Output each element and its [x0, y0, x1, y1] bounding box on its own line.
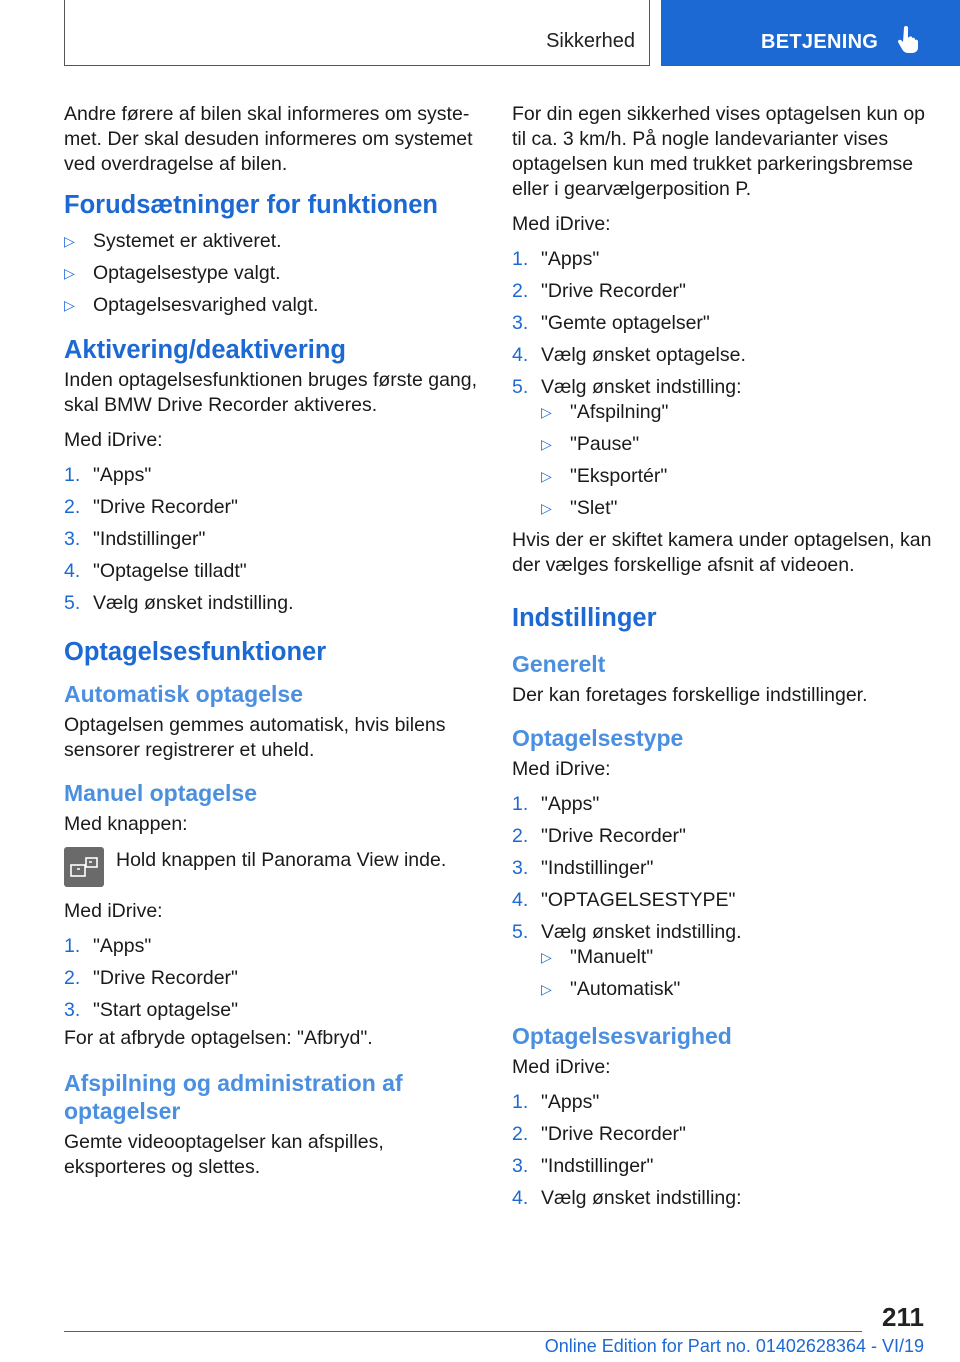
- triangle-bullet-icon: ▷: [541, 500, 552, 516]
- prereq-list: [64, 229, 484, 318]
- list-item: 2. "Drive Recorder": [64, 967, 238, 989]
- footer-edition: Online Edition for Part no. 01402628364 - VI/19: [544, 1336, 924, 1356]
- page-number: 211: [882, 1302, 924, 1332]
- panorama-view-button-icon: [64, 847, 104, 887]
- list-item: 2. "Drive Recorder": [512, 1123, 686, 1145]
- triangle-bullet-icon: ▷: [541, 468, 552, 484]
- list-item: 1. "Apps": [512, 248, 600, 270]
- list-item: ▷ Optagelsestype valgt.: [64, 262, 281, 284]
- list-item: 4. "Optagelse tilladt": [64, 560, 247, 582]
- list-item: 1. "Apps": [64, 935, 152, 957]
- triangle-bullet-icon: ▷: [541, 981, 552, 997]
- footer-divider: [64, 1331, 862, 1332]
- settings-heading: Indstillinger: [512, 604, 657, 632]
- list-item: 3. "Start optagelse": [64, 999, 239, 1021]
- triangle-bullet-icon: ▷: [64, 233, 75, 249]
- list-item: 3. "Indstillinger": [64, 528, 206, 550]
- button-instruction-text: Hold knappen til Panorama View inde.: [116, 849, 447, 871]
- activation-heading: Aktivering/deaktivering: [64, 336, 347, 364]
- triangle-bullet-icon: ▷: [541, 404, 552, 420]
- activation-steps: [64, 463, 484, 616]
- duration-heading: Optagelsesvarighed: [512, 1023, 732, 1049]
- list-item: 1. "Apps": [512, 793, 600, 815]
- playback-steps: [512, 247, 932, 400]
- list-item: ▷ Optagelsesvarighed valgt.: [64, 294, 319, 316]
- playback-text: Gemte videooptagelser kan afspilles, eksporteres og slettes.: [64, 1131, 384, 1178]
- auto-recording-heading: Automatisk optagelse: [64, 681, 303, 707]
- manual-idrive-label: Med iDrive:: [64, 900, 163, 922]
- list-item: 4. Vælg ønsket optagelse.: [512, 344, 746, 366]
- general-text: Der kan foretages forskellige indstillinger.: [512, 684, 868, 706]
- list-item: 5. Vælg ønsket indstilling.: [64, 592, 294, 614]
- duration-steps: [512, 1090, 932, 1211]
- list-item: 2. "Drive Recorder": [512, 825, 686, 847]
- activation-idrive-label: Med iDrive:: [64, 429, 163, 451]
- triangle-bullet-icon: ▷: [541, 436, 552, 452]
- camera-icon: [64, 847, 104, 887]
- list-item: ▷ "Afspilning": [541, 401, 669, 423]
- type-steps: [512, 792, 932, 945]
- safety-text: For din egen sikkerhed vises optagelsen kun op til ca. 3 km/h. På nogle landevarianter vises optagelsen kun med trukket parkeringsbremse eller i gearvælgerposition P.: [512, 103, 926, 200]
- recording-functions-heading: Optagelsesfunktioner: [64, 638, 327, 666]
- activation-text: Inden optagelsesfunktionen bruges første gang, skal BMW Drive Recorder aktiveres.: [64, 369, 478, 416]
- list-item: 5. Vælg ønsket indstilling:: [512, 376, 742, 398]
- triangle-bullet-icon: ▷: [64, 265, 75, 281]
- pointing-hand-icon: [897, 26, 919, 54]
- header-tab-label: BETJENING: [761, 31, 879, 53]
- triangle-bullet-icon: ▷: [64, 297, 75, 313]
- triangle-bullet-icon: ▷: [541, 949, 552, 965]
- list-item: 3. "Indstillinger": [512, 857, 654, 879]
- list-item: ▷ "Manuelt": [541, 946, 654, 968]
- manual-recording-text: Med knappen:: [64, 813, 188, 835]
- list-item: 4. "OPTAGELSESTYPE": [512, 889, 736, 911]
- left-column: [64, 102, 484, 1190]
- general-heading: Generelt: [512, 651, 606, 677]
- list-item: 2. "Drive Recorder": [64, 496, 238, 518]
- playback-heading: Afspilning og administration af optagelser: [64, 1070, 403, 1124]
- header-tab: [661, 0, 960, 66]
- list-item: ▷ "Slet": [541, 497, 618, 519]
- type-heading: Optagelsestype: [512, 725, 684, 751]
- list-item: 3. "Indstillinger": [512, 1155, 654, 1177]
- playback-options: [512, 400, 932, 521]
- manual-stop-text: For at afbryde optagelsen: "Afbryd".: [64, 1027, 373, 1049]
- right-column: [512, 102, 932, 1218]
- list-item: 1. "Apps": [512, 1091, 600, 1113]
- intro-paragraph: Andre førere af bilen skal informeres om systemet. Der skal desuden informeres om systemet ved overdragelse af bilen.: [64, 103, 473, 175]
- list-item: 2. "Drive Recorder": [512, 280, 686, 302]
- list-item: 5. Vælg ønsket indstilling.: [512, 921, 742, 943]
- camera-text: Hvis der er skiftet kamera under optagelsen, kan der vælges forskellige afsnit af videoen.: [512, 529, 932, 576]
- playback-idrive-label: Med iDrive:: [512, 213, 611, 235]
- list-item: ▷ "Pause": [541, 433, 640, 455]
- list-item: ▷ Systemet er aktiveret.: [64, 230, 282, 252]
- manual-steps: [64, 934, 484, 1023]
- manual-recording-heading: Manuel optagelse: [64, 780, 257, 806]
- list-item: ▷ "Automatisk": [541, 978, 681, 1000]
- auto-recording-text: Optagelsen gemmes automatisk, hvis bilens sensorer registrerer et uheld.: [64, 714, 446, 761]
- button-instruction: [64, 847, 484, 887]
- list-item: 3. "Gemte optagelser": [512, 312, 710, 334]
- list-item: 4. Vælg ønsket indstilling:: [512, 1187, 742, 1209]
- duration-idrive-label: Med iDrive:: [512, 1056, 611, 1078]
- prereq-heading: Forudsætninger for funktionen: [64, 191, 438, 219]
- list-item: ▷ "Eksportér": [541, 465, 668, 487]
- header-section-box: [64, 0, 650, 66]
- header-section-label: Sikkerhed: [546, 30, 635, 52]
- type-idrive-label: Med iDrive:: [512, 758, 611, 780]
- list-item: 1. "Apps": [64, 464, 152, 486]
- type-options: [512, 945, 932, 1002]
